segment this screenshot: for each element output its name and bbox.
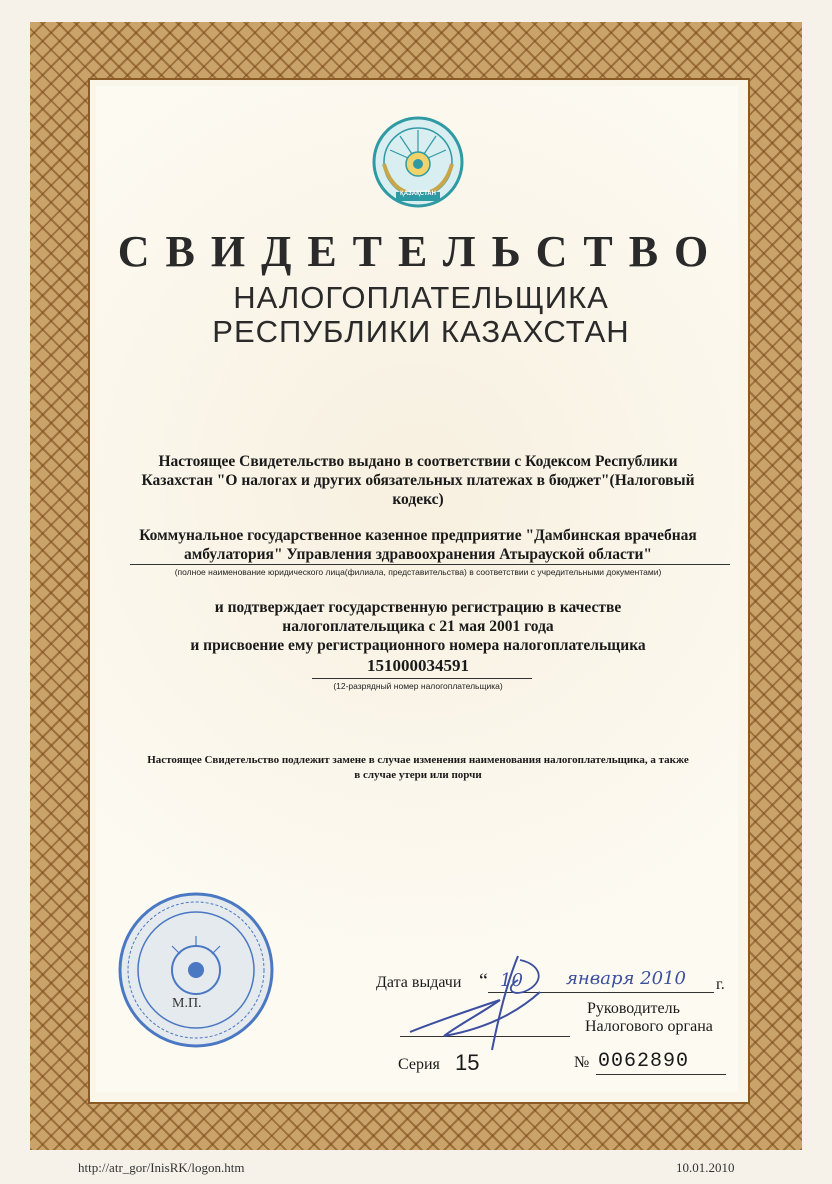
handwritten-signature-icon — [400, 940, 570, 1060]
replacement-notice-line-2: в случае утери или порчи — [354, 769, 482, 781]
replacement-notice-line-1: Настоящее Свидетельство подлежит замене в случае изменения наименования налогоплательщика, а также — [147, 754, 689, 766]
organization-underline — [130, 564, 730, 565]
series-value: 15 — [455, 1050, 480, 1075]
head-title-line-1: Руководитель — [587, 1000, 680, 1017]
certificate-subtitle: НАЛОГОПЛАТЕЛЬЩИКА — [233, 280, 609, 315]
emblem-caption: ҚАЗАҚСТАН — [400, 191, 436, 197]
issue-date-quote: “ — [479, 970, 488, 992]
registration-number: 151000034591 — [367, 656, 469, 675]
organization-name-line-1: Коммунальное государственное казенное предприятие "Дамбинская врачебная — [139, 527, 697, 544]
intro-line-3: кодекс) — [392, 491, 444, 508]
kazakhstan-emblem-icon — [370, 112, 466, 212]
footer-date: 10.01.2010 — [676, 1160, 735, 1175]
certificate-country: РЕСПУБЛИКИ КАЗАХСТАН — [212, 314, 630, 349]
footer-url: http://atr_gor/InisRK/logon.htm — [78, 1160, 245, 1175]
seal-label: М.П. — [172, 996, 202, 1011]
certificate-title: СВИДЕТЕЛЬСТВО — [117, 227, 725, 276]
registration-number-underline — [312, 678, 532, 679]
organization-name-line-2: амбулатория" Управления здравоохранения Атырауской области" — [183, 546, 653, 563]
issue-date-label: Дата выдачи — [376, 974, 462, 991]
organization-caption: (полное наименование юридического лица(филиала, представительства) в соответствии с учредительными документами) — [174, 567, 662, 577]
intro-line-1: Настоящее Свидетельство выдано в соответствии с Кодексом Республики — [158, 453, 678, 470]
issue-date-day: 10 — [500, 970, 523, 991]
intro-line-2: Казахстан "О налогах и других обязательных платежах в бюджет"(Налоговый — [141, 472, 695, 489]
series-label: Серия — [398, 1056, 440, 1073]
confirmation-line-1: и подтверждает государственную регистрацию в качестве — [214, 599, 622, 616]
official-stamp-icon — [116, 890, 276, 1050]
issue-date-month: января 2010 — [566, 968, 686, 989]
head-title-line-2: Налогового органа — [585, 1018, 713, 1035]
confirmation-line-3: и присвоение ему регистрационного номера налогоплательщика — [190, 637, 646, 654]
confirmation-line-2: налогоплательщика с 21 мая 2001 года — [282, 618, 554, 635]
registration-number-caption: (12-разрядный номер налогоплательщика) — [333, 681, 503, 691]
number-sign: № — [574, 1054, 590, 1071]
issue-date-suffix: г. — [716, 976, 725, 993]
certificate-number-underline — [596, 1074, 726, 1075]
certificate-number: 0062890 — [598, 1050, 690, 1073]
